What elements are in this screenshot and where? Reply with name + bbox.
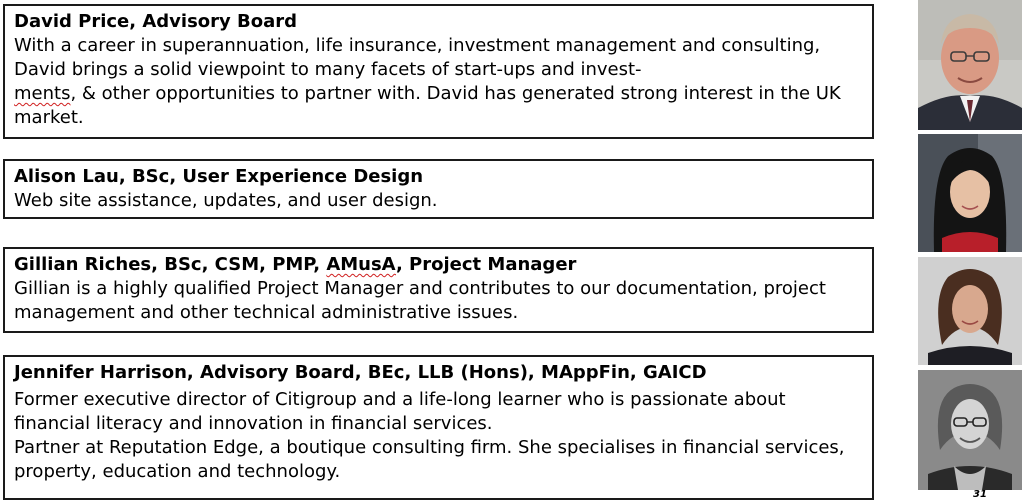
profile-name: Alison Lau, BSc, User Experience Design — [14, 166, 424, 187]
profile-description: Gillian is a highly qualified Project Manager and contributes to our documentation, project management and other technical administrative issues. — [14, 278, 826, 323]
name-text: Gillian Riches, BSc, CSM, PMP, — [14, 254, 327, 275]
profile-card-jennifer-harrison — [3, 355, 874, 500]
profile-description — [14, 388, 863, 484]
portrait-young-woman-icon — [918, 134, 1022, 252]
spellcheck-word: ments — [14, 83, 71, 104]
profile-name — [14, 253, 863, 277]
profile-card-gillian-riches — [3, 247, 874, 333]
profile-description: Web site assistance, updates, and user design. — [14, 190, 438, 211]
portrait-woman-glasses-icon — [918, 370, 1022, 490]
portrait-older-man-icon — [918, 0, 1022, 130]
description-text: With a career in superannuation, life insurance, investment management and consulting, David brings a solid viewpoint to many facets of start-ups and invest- — [14, 35, 821, 80]
description-paragraph: Partner at Reputation Edge, a boutique consulting firm. She specialises in financial services, property, education and technology. — [14, 437, 845, 482]
page-number: 31 — [973, 489, 987, 500]
profile-card-alison-lau — [3, 159, 874, 219]
name-text: , Project Manager — [395, 254, 577, 275]
portrait-woman-curly-hair-icon — [918, 257, 1022, 365]
description-paragraph: Former executive director of Citigroup and a life-long learner who is passionate about financial literacy and innovation in financial services. — [14, 389, 786, 434]
spellcheck-word: AMusA — [326, 254, 396, 275]
profile-name: Jennifer Harrison, Advisory Board, BEc, LLB (Hons), MAppFin, GAICD — [14, 362, 707, 383]
description-text: , & other opportunities to partner with. David has generated strong interest in the UK market. — [14, 83, 841, 128]
profile-name: David Price, Advisory Board — [14, 11, 298, 32]
profile-description — [14, 34, 863, 130]
profile-card-david-price — [3, 4, 874, 139]
